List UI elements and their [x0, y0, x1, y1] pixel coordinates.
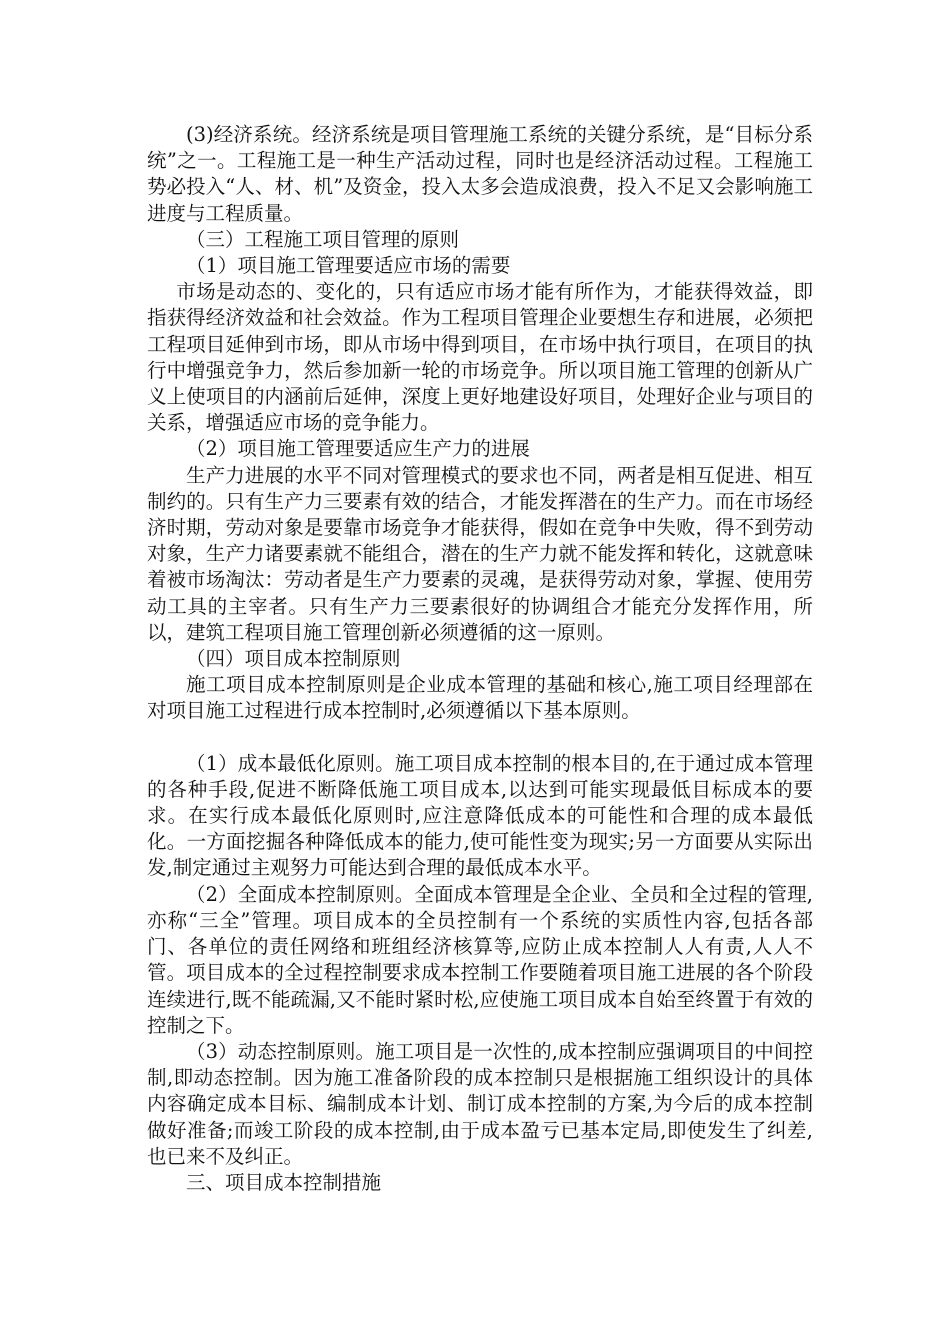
heading-adapt-to-productivity: （2）项目施工管理要适应生产力的进展 — [186, 437, 530, 461]
heading-construction-management-principles: （三）工程施工项目管理的原则 — [186, 227, 460, 251]
document-page — [147, 122, 813, 1196]
paragraph-productivity: 生产力进展的水平不同对管理模式的要求也不同，两者是相互促进、相互制约的。只有生产力三要素有效的结合，才能发挥潜在的生产力。而在市场经济时期，劳动对象是要靠市场竞争才能获得，假如在竞争中失败，得不到劳动对象，生产力诸要素就不能组合，潜在的生产力就不能发挥和转化，这就意味着被市场淘汰：劳动者是生产力要素的灵魂，是获得劳动对象，掌握、使用劳动工具的主宰者。只有生产力三要素很好的协调组合才能充分发挥作用，所以，建筑工程项目施工管理创新必须遵循的这一原则。 — [147, 463, 813, 644]
paragraph-dynamic-control: （3）动态控制原则。施工项目是一次性的,成本控制应强调项目的中间控制,即动态控制。因为施工准备阶段的成本控制只是根据施工组织设计的具体内容确定成本目标、编制成本计划、制订成本控制的方案,为今后的成本控制做好准备;而竣工阶段的成本控制,由于成本盈亏已基本定局,即使发生了纠差,也已来不及纠正。 — [147, 1039, 813, 1168]
paragraph-market: 市场是动态的、变化的，只有适应市场才能有所作为，才能获得效益，即指获得经济效益和社会效益。作为工程项目管理企业要想生存和进展，必须把工程项目延伸到市场，即从市场中得到项目，在市场中执行项目，在项目的执行中增强竞争力，然后参加新一轮的市场竞争。所以项目施工管理的创新从广义上使项目的内涵前后延伸，深度上更好地建设好项目，处理好企业与项目的关系，增强适应市场的竞争能力。 — [147, 280, 813, 435]
paragraph-cost-control-intro: 施工项目成本控制原则是企业成本管理的基础和核心,施工项目经理部在对项目施工过程进行成本控制时,必须遵循以下基本原则。 — [147, 673, 813, 723]
paragraph-comprehensive-cost-control: （2）全面成本控制原则。全面成本管理是全企业、全员和全过程的管理,亦称“三全”管理。项目成本的全员控制有一个系统的实质性内容,包括各部门、各单位的责任网络和班组经济核算等,应防止成本控制人人有责,人人不管。项目成本的全过程控制要求成本控制工作要随着项目施工进展的各个阶段连续进行,既不能疏漏,又不能时紧时松,应使施工项目成本自始至终置于有效的控制之下。 — [147, 882, 813, 1037]
heading-cost-control-measures: 三、项目成本控制措施 — [186, 1170, 382, 1194]
heading-adapt-to-market: （1）项目施工管理要适应市场的需要 — [186, 254, 511, 278]
paragraph-cost-minimization: （1）成本最低化原则。施工项目成本控制的根本目的,在于通过成本管理的各种手段,促进不断降低施工项目成本,以达到可能实现最低目标成本的要求。在实行成本最低化原则时,应注意降低成本的可能性和合理的成本最低化。一方面挖掘各种降低成本的能力,使可能性变为现实;另一方面要从实际出发,制定通过主观努力可能达到合理的最低成本水平。 — [147, 751, 813, 880]
heading-cost-control-principles: （四）项目成本控制原则 — [186, 647, 401, 671]
paragraph-economic-system: (3)经济系统。经济系统是项目管理施工系统的关键分系统，是“目标分系统”之一。工程施工是一种生产活动过程，同时也是经济活动过程。工程施工势必投入“人、材、机”及资金，投入太多会造成浪费，投入不足又会影响施工进度与工程质量。 — [147, 123, 813, 225]
